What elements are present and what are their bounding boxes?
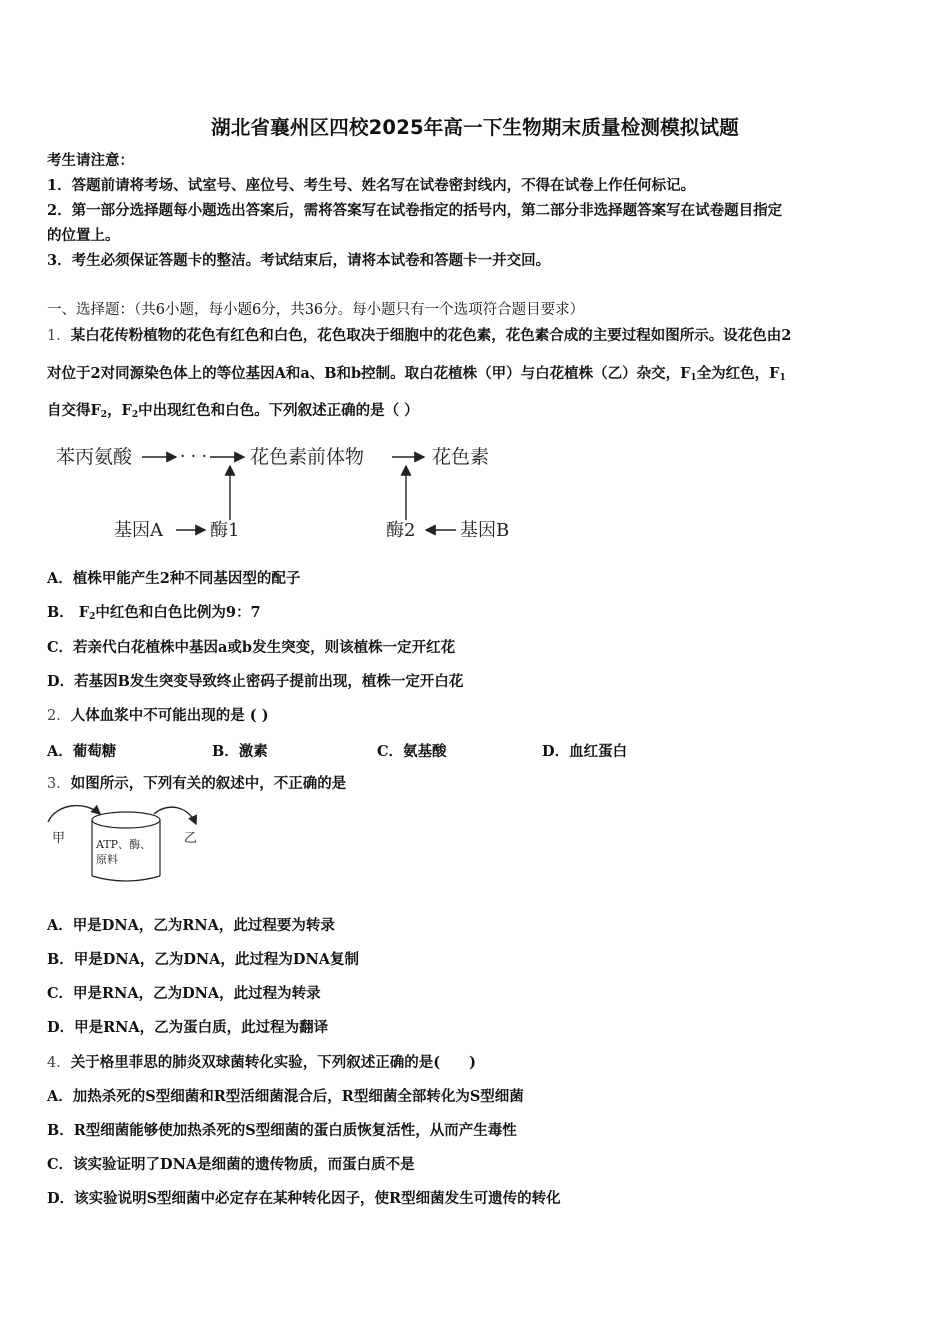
- left-label: 甲: [52, 831, 66, 846]
- inside-label: 原料: [96, 853, 118, 866]
- question-1-line-1: 1．某白花传粉植物的花色有红色和白色，花色取决于细胞中的花色素，花色素合成的主要过程如图所示。设花色由2: [47, 327, 792, 344]
- page-title: 湖北省襄州区四校2025年高一下生物期末质量检测模拟试题: [211, 116, 739, 139]
- option-c: C．该实验证明了DNA是细菌的遗传物质，而蛋白质不是: [47, 1156, 415, 1173]
- enzyme-1-label: 酶1: [210, 520, 240, 541]
- option-a: A．葡萄糖: [47, 743, 117, 760]
- gene-a-label: 基因A: [114, 520, 163, 541]
- notice-item: 3．考生必须保证答题卡的整洁。考试结束后，请将本试卷和答题卡一并交回。: [47, 252, 551, 269]
- notice-item: 的位置上。: [47, 227, 120, 244]
- option-c: C．若亲代白花植株中基因a或b发生突变，则该植株一定开红花: [47, 639, 456, 656]
- gene-b-label: 基因B: [460, 520, 510, 541]
- option-b: B．R型细菌能够使加热杀死的S型细菌的蛋白质恢复活性，从而产生毒性: [47, 1122, 517, 1139]
- right-label: 乙: [184, 831, 198, 846]
- cylinder-bottom: [92, 876, 160, 881]
- dots-label: · · ·: [180, 447, 208, 467]
- question-number: 4．: [47, 1055, 71, 1071]
- option-b: B．激素: [212, 743, 268, 760]
- option-a: A．植株甲能产生2种不同基因型的配子: [47, 570, 301, 587]
- option-b: B． $F_2$中红色和白色比例为9：7: [47, 604, 261, 622]
- substrate-label: 苯丙氨酸: [56, 446, 133, 468]
- option-d: D．血红蛋白: [542, 743, 628, 760]
- question-number: 1．: [47, 328, 71, 344]
- notice-item: 2．第一部分选择题每小题选出答案后，需将答案写在试卷指定的括号内，第二部分非选择题答案写在试卷题目指定: [47, 202, 783, 219]
- question-2-stem: 2．人体血浆中不可能出现的是 ( ): [47, 707, 269, 724]
- question-1-line-3: 自交得$F_2$，$F_2$中出现红色和白色。下列叙述正确的是（ ）: [47, 402, 419, 420]
- enzyme-2-label: 酶2: [386, 520, 416, 541]
- option-d: D．该实验说明S型细菌中必定存在某种转化因子，使R型细菌发生可遗传的转化: [47, 1190, 561, 1207]
- cylinder-diagram: [44, 802, 214, 888]
- option-a: A．甲是DNA，乙为RNA，此过程要为转录: [47, 917, 335, 934]
- question-1-line-2: 对位于2对同源染色体上的等位基因A和a、B和b控制。取白花植株（甲）与白花植株（乙）杂交，$F_1$全为红色，$F_1$: [47, 365, 786, 383]
- cylinder-top: [92, 812, 160, 828]
- question-number: 2．: [47, 708, 71, 724]
- option-d: D．若基因B发生突变导致终止密码子提前出现，植株一定开白花: [47, 673, 464, 690]
- question-4-stem: 4．关于格里菲思的肺炎双球菌转化实验，下列叙述正确的是( ): [47, 1054, 476, 1071]
- inside-label: ATP、酶、: [96, 838, 152, 851]
- option-c: C．甲是RNA，乙为DNA，此过程为转录: [47, 985, 321, 1002]
- question-number: 3．: [47, 776, 71, 792]
- pathway-diagram: [50, 436, 530, 554]
- option-b: B．甲是DNA，乙为DNA，此过程为DNA复制: [47, 951, 359, 968]
- notice-heading: 考生请注意：: [47, 152, 134, 169]
- option-a: A．加热杀死的S型细菌和R型活细菌混合后，R型细菌全部转化为S型细菌: [47, 1088, 524, 1105]
- option-d: D．甲是RNA，乙为蛋白质，此过程为翻译: [47, 1019, 329, 1036]
- notice-item: 1．答题前请将考场、试室号、座位号、考生号、姓名写在试卷密封线内，不得在试卷上作任何标记。: [47, 177, 696, 194]
- precursor-label: 花色素前体物: [250, 446, 365, 468]
- product-label: 花色素: [432, 446, 490, 468]
- option-c: C．氨基酸: [377, 743, 447, 760]
- question-3-stem: 3．如图所示，下列有关的叙述中，不正确的是: [47, 775, 347, 792]
- section-heading: 一、选择题：（共6小题，每小题6分，共36分。每小题只有一个选项符合题目要求）: [47, 302, 585, 318]
